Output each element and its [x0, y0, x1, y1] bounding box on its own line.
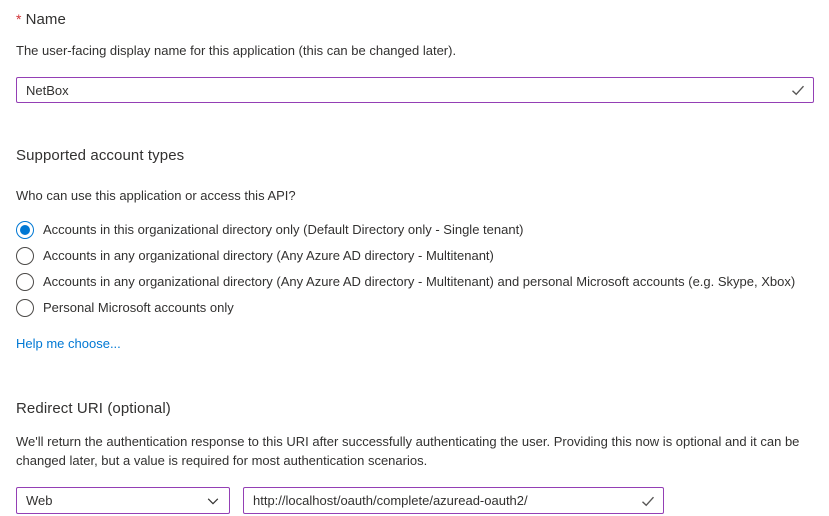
required-asterisk: *: [16, 11, 22, 27]
help-me-choose-link[interactable]: Help me choose...: [16, 336, 121, 351]
radio-option-personal-only[interactable]: [16, 295, 814, 321]
radio-option-label: Personal Microsoft accounts only: [43, 300, 234, 315]
name-input[interactable]: [16, 77, 814, 103]
platform-select-value: Web: [26, 493, 53, 508]
account-type-radio-group: [16, 217, 814, 321]
redirect-uri-description: We'll return the authentication response to this URI after successfully authenticating the user. Providing this now is optional and it can be changed later, but a value is required for most authentication scenarios.: [16, 434, 800, 468]
radio-option-label: Accounts in any organizational directory (Any Azure AD directory - Multitenant): [43, 248, 494, 263]
name-section: [16, 11, 814, 103]
radio-option-label: Accounts in this organizational directory only (Default Directory only - Single tenant): [43, 222, 524, 237]
account-types-title: Supported account types: [16, 147, 185, 164]
redirect-uri-section: [16, 400, 814, 514]
radio-button[interactable]: [16, 247, 34, 265]
radio-button[interactable]: [16, 221, 34, 239]
supported-account-types-section: [16, 147, 814, 351]
name-input-wrap: [16, 77, 814, 103]
name-title-text: Name: [25, 11, 66, 28]
redirect-uri-title: Redirect URI (optional): [16, 400, 171, 417]
platform-select-dropdown[interactable]: [16, 487, 230, 514]
radio-button[interactable]: [16, 273, 34, 291]
radio-button[interactable]: [16, 299, 34, 317]
redirect-uri-controls: [16, 487, 814, 514]
chevron-down-icon: [206, 494, 220, 508]
radio-option-multitenant[interactable]: [16, 243, 814, 269]
radio-option-single-tenant[interactable]: [16, 217, 814, 243]
name-section-title: [16, 11, 814, 28]
redirect-uri-input[interactable]: [243, 487, 664, 514]
radio-option-multitenant-personal[interactable]: [16, 269, 814, 295]
radio-option-label: Accounts in any organizational directory (Any Azure AD directory - Multitenant) and personal Microsoft accounts (e.g. Skype, Xbox): [43, 274, 796, 289]
redirect-uri-input-wrap: [243, 487, 664, 514]
name-description: The user-facing display name for this application (this can be changed later).: [16, 43, 457, 58]
account-types-question: Who can use this application or access this API?: [16, 188, 296, 203]
